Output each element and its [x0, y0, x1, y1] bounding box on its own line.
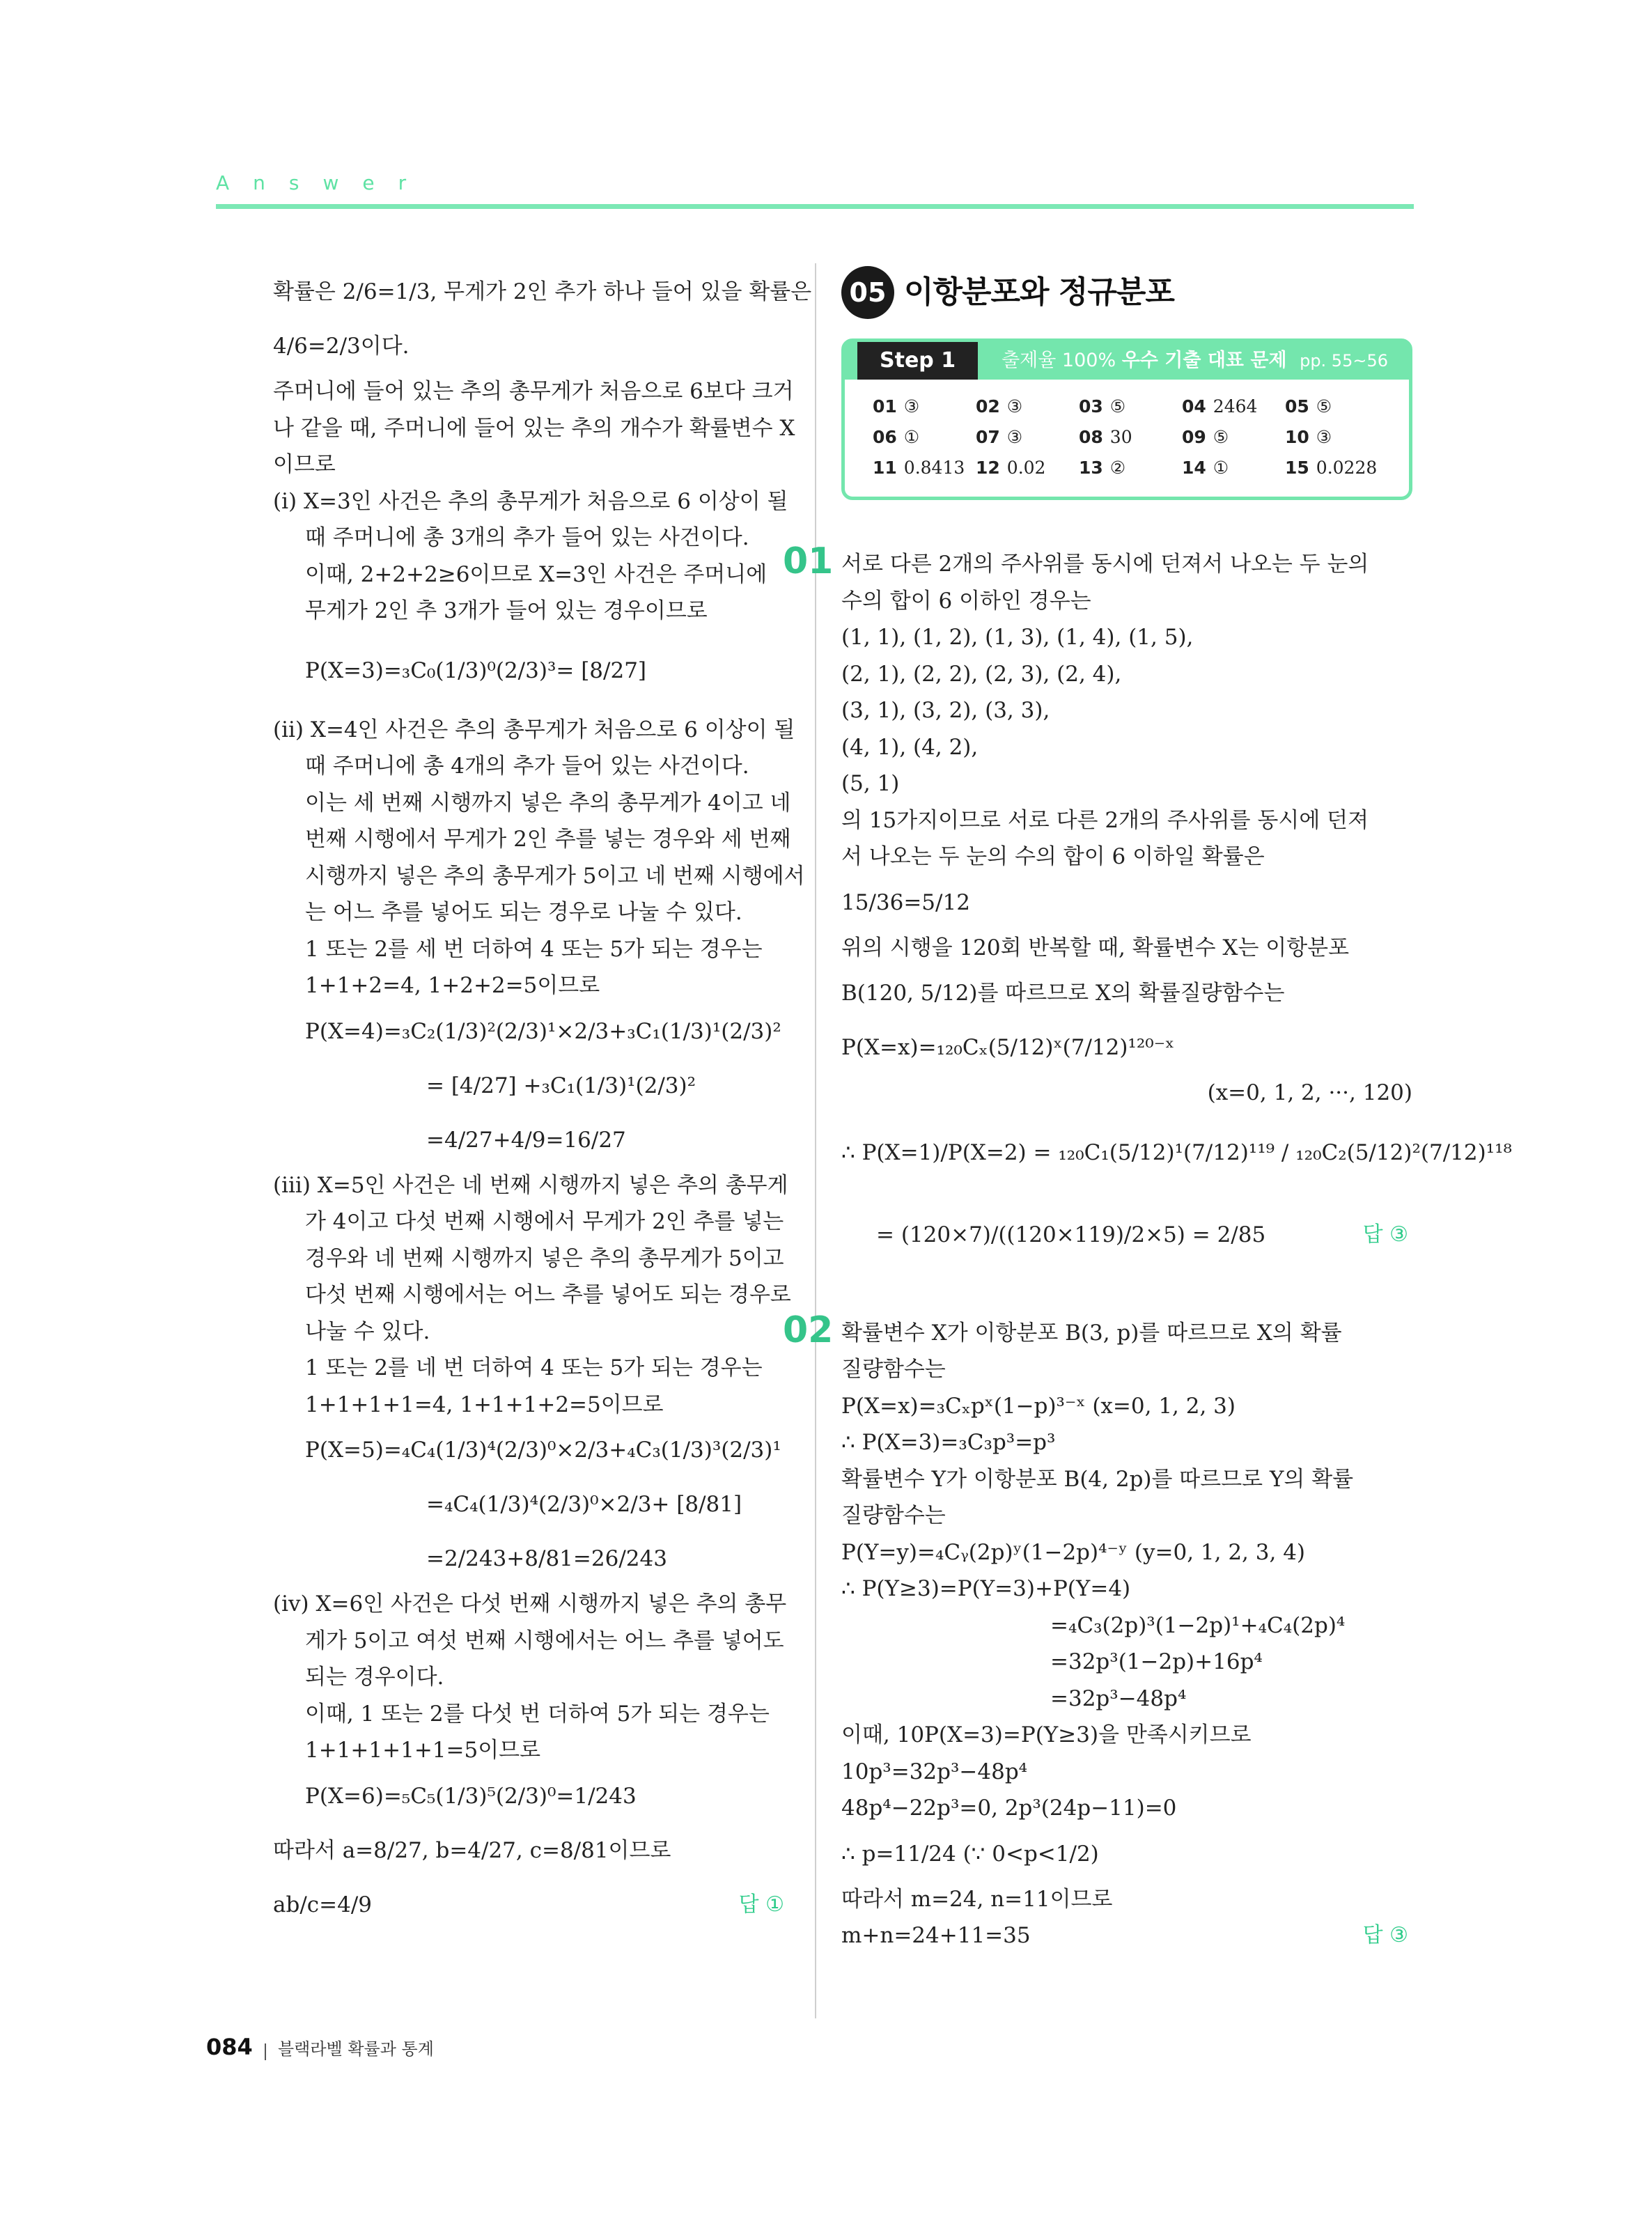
- p1-line: (5, 1): [841, 771, 900, 796]
- book-title: 블랙라벨 확률과 통계: [277, 2039, 434, 2059]
- answer-label: Answer: [216, 171, 430, 194]
- p2-line: =32p³(1−2p)+16p⁴: [1050, 1649, 1263, 1674]
- p2-line: =₄C₃(2p)³(1−2p)¹+₄C₄(2p)⁴: [1050, 1612, 1346, 1638]
- p2-line: 이때, 10P(X=3)=P(Y≥3)을 만족시키므로: [841, 1722, 1252, 1747]
- p2-line: ∴ p=11/24 (∵ 0<p<1/2): [841, 1841, 1099, 1867]
- answer-cell-value: ⑤: [1316, 396, 1332, 416]
- answer-cell-number: 08: [1079, 427, 1103, 447]
- answer-header: [216, 171, 1414, 209]
- answer-cell: [873, 392, 976, 421]
- answer-grid: [845, 380, 1409, 497]
- answer-cell-value: 2464: [1213, 396, 1258, 416]
- footer-separator: [265, 2043, 266, 2060]
- column-divider: [815, 263, 816, 2018]
- answer-cell-number: 14: [1182, 458, 1206, 478]
- answer-cell-value: 0.02: [1006, 458, 1046, 478]
- left-line: P(X=3)=₃C₀(1/3)⁰(2/3)³= [8/27]: [305, 657, 647, 683]
- left-line: 되는 경우이다.: [305, 1665, 444, 1690]
- left-line: 다섯 번째 시행에서는 어느 추를 넣어도 되는 경우로: [305, 1282, 791, 1307]
- answer-cell: [873, 423, 976, 452]
- p1-line: (4, 1), (4, 2),: [841, 734, 979, 760]
- left-line: 따라서 a=8/27, b=4/27, c=8/81이므로: [273, 1837, 671, 1863]
- step-label: Step 1: [857, 342, 978, 380]
- answer-cell-number: 12: [976, 458, 1000, 478]
- step-desc-bold: 우수 기출 대표 문제: [1121, 349, 1287, 371]
- problem-number: 02: [783, 1309, 834, 1351]
- left-line: P(X=4)=₃C₂(1/3)²(2/3)¹×2/3+₃C₁(1/3)¹(2/3)²: [305, 1018, 781, 1044]
- p1-line: (1, 1), (1, 2), (1, 3), (1, 4), (1, 5),: [841, 625, 1194, 650]
- left-line: 가 4이고 다섯 번째 시행에서 무게가 2인 추를 넣는: [305, 1209, 784, 1234]
- left-line: 1 또는 2를 세 번 더하여 4 또는 5가 되는 경우는: [305, 936, 763, 962]
- answer-cell: [1285, 392, 1388, 421]
- p1-line: 서 나오는 두 눈의 수의 합이 6 이하일 확률은: [841, 844, 1265, 869]
- left-line: 이때, 2+2+2≥6이므로 X=3인 사건은 주머니에: [305, 561, 767, 587]
- left-line: 나 같을 때, 주머니에 들어 있는 추의 개수가 확률변수 X: [273, 415, 795, 441]
- step-rate: 출제율 100%: [1002, 349, 1116, 371]
- answer-mark: 답 ①: [738, 1892, 784, 1917]
- left-line: =4/27+4/9=16/27: [426, 1127, 626, 1153]
- p2-line: =32p³−48p⁴: [1050, 1685, 1187, 1711]
- answer-cell: [1285, 453, 1388, 483]
- left-line: 번째 시행에서 무게가 2인 추를 넣는 경우와 세 번째: [305, 827, 791, 852]
- p1-result: = (120×7)/((120×119)/2×5) = 2/85: [876, 1222, 1266, 1247]
- answer-cell-value: ③: [1006, 396, 1023, 416]
- answer-cell-value: ①: [903, 427, 920, 447]
- answer-cell-number: 03: [1079, 396, 1103, 416]
- p2-line: ∴ P(Y≥3)=P(Y=3)+P(Y=4): [841, 1576, 1131, 1601]
- problem-01: [783, 540, 1512, 1276]
- p2-line: 10p³=32p³−48p⁴: [841, 1759, 1028, 1784]
- problem-02: [783, 1309, 1412, 1954]
- p2-line: P(X=x)=₃Cₓpˣ(1−p)³⁻ˣ (x=0, 1, 2, 3): [841, 1393, 1236, 1419]
- left-line: 1+1+2=4, 1+2+2=5이므로: [305, 973, 600, 998]
- p1-line: (3, 1), (3, 2), (3, 3),: [841, 698, 1050, 723]
- p1-line: 수의 합이 6 이하인 경우는: [841, 588, 1091, 614]
- p1-line: (x=0, 1, 2, ···, 120): [1207, 1080, 1412, 1105]
- answer-cell: [1182, 423, 1285, 452]
- answer-cell-value: ②: [1109, 458, 1126, 478]
- left-line: 때 주머니에 총 4개의 추가 들어 있는 사건이다.: [305, 754, 749, 779]
- left-line: 1+1+1+1+1=5이므로: [305, 1738, 541, 1763]
- p1-line: (2, 1), (2, 2), (2, 3), (2, 4),: [841, 661, 1122, 687]
- p2-line: 48p⁴−22p³=0, 2p³(24p−11)=0: [841, 1796, 1177, 1821]
- answer-cell-number: 06: [873, 427, 897, 447]
- answer-cell: [1182, 453, 1285, 483]
- answer-cell-number: 07: [976, 427, 1000, 447]
- page-footer: [206, 2034, 434, 2060]
- p2-line: 따라서 m=24, n=11이므로: [841, 1886, 1113, 1912]
- answer-cell: [976, 423, 1079, 452]
- step-bar: [845, 342, 1409, 380]
- answer-cell-value: ①: [1213, 458, 1229, 478]
- answer-mark: 답 ③: [1362, 1923, 1408, 1947]
- left-line: 무게가 2인 추 3개가 들어 있는 경우이므로: [305, 598, 708, 623]
- left-line: 경우와 네 번째 시행까지 넣은 추의 총무게가 5이고: [305, 1245, 784, 1271]
- p1-line: 서로 다른 2개의 주사위를 동시에 던져서 나오는 두 눈의: [841, 552, 1369, 577]
- section-heading: 이항분포와 정규분포: [904, 274, 1174, 310]
- answer-cell-number: 01: [873, 396, 897, 416]
- answer-cell: [976, 392, 1079, 421]
- left-line: (ⅰ) X=3인 사건은 추의 총무게가 처음으로 6 이상이 될: [273, 488, 788, 514]
- left-line: 확률은 2/6=1/3, 무게가 2인 추가 하나 들어 있을 확률은: [273, 279, 812, 304]
- p1-line: 15/36=5/12: [841, 889, 970, 915]
- answer-cell-value: ③: [1006, 427, 1023, 447]
- p1-line: P(X=x)=₁₂₀Cₓ(5/12)ˣ(7/12)¹²⁰⁻ˣ: [841, 1035, 1175, 1060]
- left-line: 주머니에 들어 있는 추의 총무게가 처음으로 6보다 크거: [273, 379, 794, 404]
- left-line: 1 또는 2를 네 번 더하여 4 또는 5가 되는 경우는: [305, 1355, 763, 1380]
- answer-cell: [1079, 392, 1182, 421]
- answer-cell: [1182, 392, 1285, 421]
- answer-cell-value: ⑤: [1109, 396, 1126, 416]
- answer-cell-number: 13: [1079, 458, 1103, 478]
- right-column: [783, 265, 1512, 1993]
- left-line: 1+1+1+1=4, 1+1+1+2=5이므로: [305, 1392, 664, 1417]
- answer-cell-value: ③: [1316, 427, 1332, 447]
- left-line: = [4/27] +₃C₁(1/3)¹(2/3)²: [426, 1073, 696, 1098]
- left-line: 이때, 1 또는 2를 다섯 번 더하여 5가 되는 경우는: [305, 1701, 770, 1727]
- p1-line: B(120, 5/12)를 따르므로 X의 확률질량함수는: [841, 981, 1285, 1006]
- p2-line: 질량함수는: [841, 1357, 946, 1382]
- left-line: 시행까지 넣은 추의 총무게가 5이고 네 번째 시행에서: [305, 863, 805, 889]
- left-line: 이므로: [273, 452, 336, 477]
- answer-cell-value: ⑤: [1213, 427, 1229, 447]
- left-line: [273, 1878, 788, 1932]
- left-line: 게가 5이고 여섯 번째 시행에서는 어느 추를 넣어도: [305, 1628, 784, 1653]
- p2-line: ∴ P(X=3)=₃C₃p³=p³: [841, 1430, 1056, 1455]
- step-pages: pp. 55~56: [1300, 350, 1388, 371]
- left-line: =₄C₄(1/3)⁴(2/3)⁰×2/3+ [8/81]: [426, 1492, 742, 1517]
- answer-cell-value: 0.8413: [903, 458, 965, 478]
- answer-cell-number: 04: [1182, 396, 1206, 416]
- left-line: P(X=5)=₄C₄(1/3)⁴(2/3)⁰×2/3+₄C₃(1/3)³(2/3)¹: [305, 1438, 781, 1463]
- answer-cell-number: 15: [1285, 458, 1309, 478]
- answer-mark: 답 ③: [1362, 1222, 1408, 1247]
- left-line: (ⅳ) X=6인 사건은 다섯 번째 시행까지 넣은 추의 총무: [273, 1591, 787, 1617]
- answer-cell: [873, 453, 976, 483]
- section-title: [841, 265, 1412, 320]
- left-line: =2/243+8/81=26/243: [426, 1546, 667, 1571]
- answer-cell: [1285, 423, 1388, 452]
- p2-line: 확률변수 X가 이항분포 B(3, p)를 따르므로 X의 확률: [841, 1320, 1342, 1346]
- problem-number: 01: [783, 540, 834, 582]
- left-line: 때 주머니에 총 3개의 추가 들어 있는 사건이다.: [305, 525, 749, 550]
- p1-line: 의 15가지이므로 서로 다른 2개의 주사위를 동시에 던져: [841, 807, 1369, 833]
- final-expression: ab/c=4/9: [273, 1892, 372, 1917]
- p2-line: [841, 1917, 1412, 1954]
- left-line: 4/6=2/3이다.: [273, 334, 410, 359]
- header-rule: [216, 204, 1414, 209]
- section-number: 05: [841, 266, 894, 319]
- p2-line: P(Y=y)=₄Cᵧ(2p)ʸ(1−2p)⁴⁻ʸ (y=0, 1, 2, 3, 4): [841, 1539, 1306, 1565]
- answer-cell-number: 09: [1182, 427, 1206, 447]
- step-answer-box: [841, 338, 1412, 500]
- answer-cell-value: 30: [1109, 427, 1132, 447]
- left-line: (ⅱ) X=4인 사건은 추의 총무게가 처음으로 6 이상이 될: [273, 717, 795, 742]
- p2-result: m+n=24+11=35: [841, 1923, 1031, 1948]
- left-line: (ⅲ) X=5인 사건은 네 번째 시행까지 넣은 추의 총무게: [273, 1172, 788, 1198]
- answer-cell: [976, 453, 1079, 483]
- p2-line: 확률변수 Y가 이항분포 B(4, 2p)를 따르므로 Y의 확률: [841, 1466, 1354, 1492]
- answer-cell-number: 10: [1285, 427, 1309, 447]
- left-line: 나눌 수 있다.: [305, 1318, 430, 1344]
- answer-cell-number: 11: [873, 458, 897, 478]
- answer-cell-number: 02: [976, 396, 1000, 416]
- left-line: 는 어느 추를 넣어도 되는 경우로 나눌 수 있다.: [305, 900, 742, 925]
- answer-cell-value: 0.0228: [1316, 458, 1378, 478]
- answer-cell: [1079, 423, 1182, 452]
- left-line: P(X=6)=₅C₅(1/3)⁵(2/3)⁰=1/243: [305, 1783, 637, 1809]
- answer-cell: [1079, 453, 1182, 483]
- p2-line: 질량함수는: [841, 1503, 946, 1528]
- p1-line: 위의 시행을 120회 반복할 때, 확률변수 X는 이항분포: [841, 935, 1350, 960]
- answer-cell-number: 05: [1285, 396, 1309, 416]
- page-number: 084: [206, 2034, 253, 2060]
- left-line: 이는 세 번째 시행까지 넣은 추의 총무게가 4이고 네: [305, 790, 791, 816]
- p1-line: ∴ P(X=1)/P(X=2) = ₁₂₀C₁(5/12)¹(7/12)¹¹⁹ / ₁₂₀C₂(5/12)²(7/12)¹¹⁸: [841, 1139, 1512, 1165]
- answer-cell-value: ③: [903, 396, 920, 416]
- step-description: [1002, 343, 1286, 380]
- left-column: [273, 265, 812, 1932]
- p1-line: [841, 1194, 1412, 1276]
